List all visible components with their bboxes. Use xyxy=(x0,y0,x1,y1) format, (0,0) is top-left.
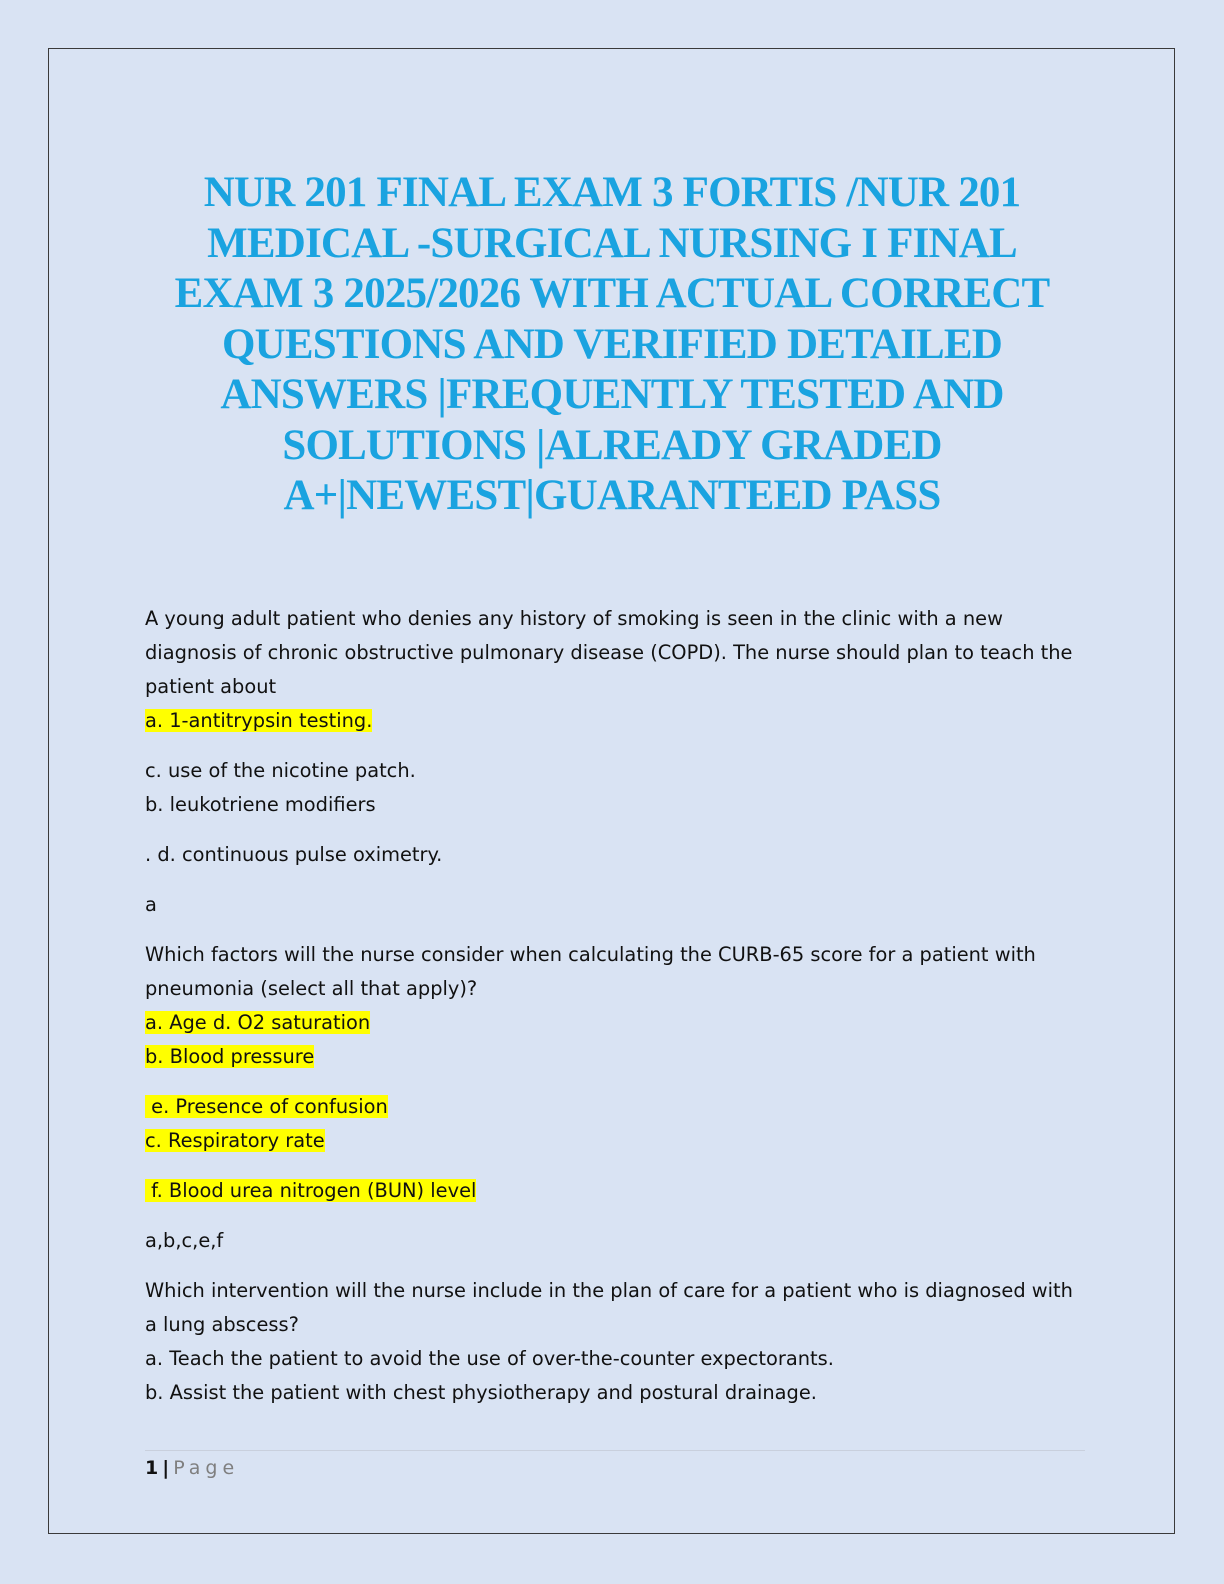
highlight: a. 1-antitrypsin testing. xyxy=(145,709,373,732)
question-text: diagnosis of chronic obstructive pulmonary disease (COPD). The nurse should plan to teach the xyxy=(145,641,1073,664)
question-text: A young adult patient who denies any history of smoking is seen in the clinic with a new xyxy=(145,607,1003,630)
answer-option-highlighted xyxy=(145,1040,1085,1074)
title-line: QUESTIONS AND VERIFIED DETAILED xyxy=(221,320,1003,368)
page-number-label xyxy=(145,1455,239,1481)
answer-option-highlighted xyxy=(145,1006,1085,1040)
answer-option-highlighted xyxy=(145,1174,1085,1208)
answer-key: a,b,c,e,f xyxy=(145,1229,224,1252)
question-2 xyxy=(145,938,1085,1258)
page-word: Page xyxy=(173,1457,240,1479)
title-line: EXAM 3 2025/2026 WITH ACTUAL CORRECT xyxy=(174,270,1050,317)
question-text: pneumonia (select all that apply)? xyxy=(145,977,478,1000)
answer-option: b. leukotriene modifiers xyxy=(145,793,376,816)
highlight: e. Presence of confusion xyxy=(145,1095,388,1118)
title-line: NUR 201 FINAL EXAM 3 FORTIS /NUR 201 xyxy=(203,169,1021,216)
answer-option: b. Assist the patient with chest physiotherapy and postural drainage. xyxy=(145,1381,817,1404)
page-number: 1 xyxy=(145,1457,159,1479)
page-separator: | xyxy=(162,1457,170,1479)
question-text: patient about xyxy=(145,675,277,698)
answer-option: c. use of the nicotine patch. xyxy=(145,759,416,782)
title-line: SOLUTIONS |ALREADY GRADED xyxy=(282,421,942,469)
question-text: a lung abscess? xyxy=(145,1313,299,1336)
document-title xyxy=(140,168,1084,522)
question-1 xyxy=(145,602,1085,922)
highlight: f. Blood urea nitrogen (BUN) level xyxy=(145,1179,477,1202)
question-text: Which intervention will the nurse include in the plan of care for a patient who is diagnosed with xyxy=(145,1279,1073,1302)
highlight: a. Age d. O2 saturation xyxy=(145,1011,371,1034)
highlight: c. Respiratory rate xyxy=(145,1129,325,1152)
answer-option-highlighted xyxy=(145,1090,1085,1124)
answer-option-highlighted xyxy=(145,1124,1085,1158)
document-body xyxy=(145,602,1085,1410)
title-line: A+|NEWEST|GUARANTEED PASS xyxy=(283,472,941,519)
page-footer xyxy=(145,1450,1085,1479)
question-text: Which factors will the nurse consider when calculating the CURB-65 score for a patient with xyxy=(145,943,1036,966)
highlight: b. Blood pressure xyxy=(145,1045,315,1068)
answer-option: a. Teach the patient to avoid the use of over-the-counter expectorants. xyxy=(145,1347,834,1370)
question-3 xyxy=(145,1274,1085,1410)
title-line: ANSWERS |FREQUENTLY TESTED AND xyxy=(220,371,1004,418)
answer-option-highlighted xyxy=(145,704,1085,738)
answer-option: . d. continuous pulse oximetry. xyxy=(145,843,443,866)
answer-key: a xyxy=(145,893,157,916)
title-line: MEDICAL -SURGICAL NURSING I FINAL xyxy=(207,219,1017,267)
